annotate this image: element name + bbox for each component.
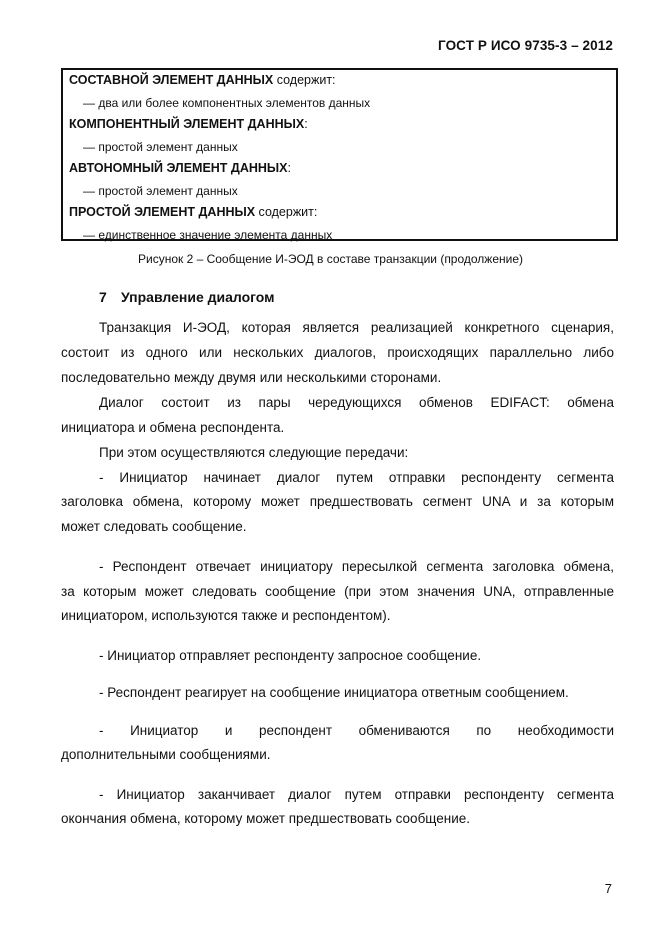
box-item: — единственное значение элемента данных: [83, 228, 333, 242]
paragraph-line: Диалог состоит из пары чередующихся обменов EDIFACT: обмена: [99, 395, 614, 410]
paragraph-line: последовательно между двумя или несколькими сторонами.: [61, 370, 442, 385]
box-row-component: КОМПОНЕНТНЫЙ ЭЛЕМЕНТ ДАННЫХ:: [69, 117, 308, 131]
paragraph-line: может следовать сообщение.: [61, 519, 247, 534]
paragraph-line: состоит из одного или нескольких диалогов, происходящих параллельно либо: [61, 345, 614, 360]
section-title: Управление диалогом: [121, 289, 275, 305]
paragraph-line: инициатора и обмена респондента.: [61, 420, 285, 435]
paragraph-line: При этом осуществляются следующие передачи:: [99, 445, 409, 460]
document-header: ГОСТ Р ИСО 9735-3 – 2012: [438, 38, 613, 53]
page-number: 7: [604, 881, 612, 896]
paragraph-line: дополнительными сообщениями.: [61, 747, 271, 762]
paragraph-line: за которым может следовать сообщение (при этом значения UNA, отправленные: [61, 584, 614, 599]
paragraph-line: - Инициатор и респондент обмениваются по необходимости: [99, 723, 614, 738]
box-item: — простой элемент данных: [83, 140, 238, 154]
paragraph-line: - Инициатор отправляет респонденту запросное сообщение.: [99, 648, 482, 663]
paragraph-line: - Инициатор начинает диалог путем отправки респонденту сегмента: [99, 470, 614, 485]
box-row-standalone: АВТОНОМНЫЙ ЭЛЕМЕНТ ДАННЫХ:: [69, 161, 291, 175]
box-row-composite: СОСТАВНОЙ ЭЛЕМЕНТ ДАННЫХ содержит:: [69, 73, 336, 87]
section-number: 7: [99, 289, 107, 305]
paragraph-line: - Респондент отвечает инициатору пересылкой сегмента заголовка обмена,: [99, 559, 614, 574]
paragraph-line: инициатором, используются также и респондентом).: [61, 608, 391, 623]
paragraph-line: - Респондент реагирует на сообщение инициатора ответным сообщением.: [99, 685, 569, 700]
box-item: — два или более компонентных элементов данных: [83, 96, 371, 110]
paragraph-line: окончания обмена, которому может предшествовать сообщение.: [61, 811, 471, 826]
paragraph-line: - Инициатор заканчивает диалог путем отправки респонденту сегмента: [99, 787, 614, 802]
box-item: — простой элемент данных: [83, 184, 238, 198]
data-element-box: [61, 68, 618, 241]
paragraph-line: Транзакция И-ЭОД, которая является реализацией конкретного сценария,: [99, 320, 614, 335]
section-heading: [99, 289, 275, 305]
box-row-simple: ПРОСТОЙ ЭЛЕМЕНТ ДАННЫХ содержит:: [69, 205, 318, 219]
paragraph-line: заголовка обмена, которому может предшествовать сегмент UNA и за которым: [61, 494, 614, 509]
figure-caption: Рисунок 2 – Сообщение И-ЭОД в составе транзакции (продолжение): [137, 252, 524, 266]
